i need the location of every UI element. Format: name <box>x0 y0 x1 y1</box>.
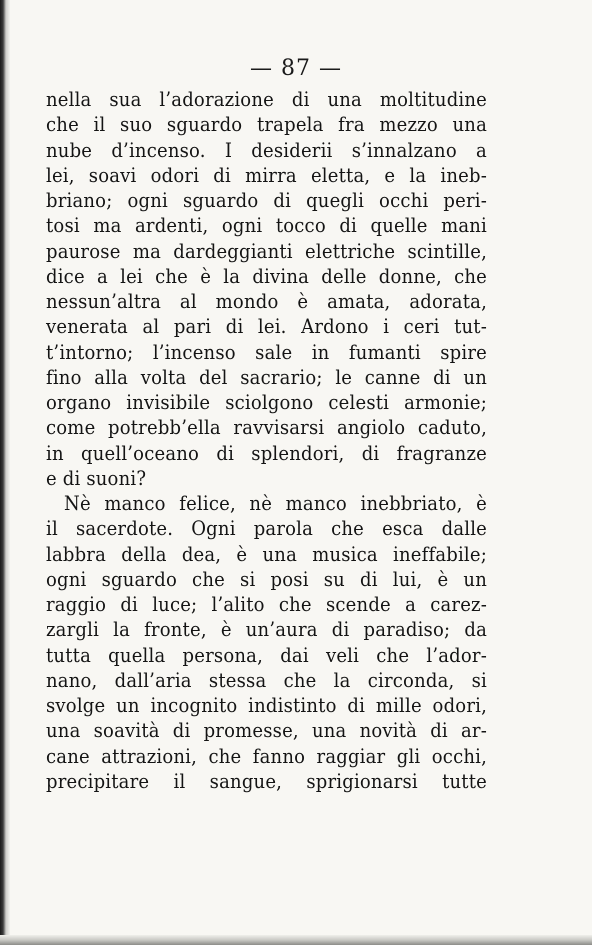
text-line: raggio di luce; l’alito che scende a carez- <box>46 592 487 616</box>
page-bottom-edge-shadow <box>0 935 592 945</box>
text-line: organo invisibile sciolgono celesti armonie; <box>46 390 487 414</box>
paragraph-1 <box>46 87 487 491</box>
text-block <box>46 87 487 794</box>
paragraph-2 <box>46 491 487 794</box>
text-line: paurose ma dardeggianti elettriche scintille, <box>46 238 487 263</box>
text-line: ogni sguardo che si posi su di lui, è un <box>46 566 487 591</box>
text-line: t’intorno; l’incenso sale in fumanti spire <box>46 339 487 364</box>
text-line: svolge un incognito indistinto di mille odori, <box>46 693 487 717</box>
text-line: tutta quella persona, dai veli che l’ador- <box>46 642 487 667</box>
text-line: fino alla volta del sacrario; le canne di un <box>46 364 487 389</box>
page-number: — 87 — <box>250 56 342 81</box>
text-line: labbra della dea, è una musica ineffabile; <box>46 541 487 566</box>
text-line: come potrebb’ella ravvisarsi angiolo caduto, <box>46 415 487 440</box>
text-line: lei, soavi odori di mirra eletta, e la ineb- <box>46 162 487 187</box>
text-line: in quell’oceano di splendori, di fragranze <box>46 440 487 465</box>
text-line: nube d’incenso. I desiderii s’innalzano a <box>46 137 487 162</box>
text-line: il sacerdote. Ogni parola che esca dalle <box>46 516 487 541</box>
text-line: briano; ogni sguardo di quegli occhi peri- <box>46 188 487 212</box>
page-left-edge-shadow <box>0 0 10 945</box>
text-line: che il suo sguardo trapela fra mezzo una <box>46 112 487 137</box>
text-line: una soavità di promesse, una novità di ar- <box>46 718 487 743</box>
text-line: dice a lei che è la divina delle donne, che <box>46 263 487 288</box>
text-line: tosi ma ardenti, ogni tocco di quelle mani <box>46 213 487 238</box>
text-line: zargli la fronte, è un’aura di paradiso; da <box>46 617 487 642</box>
text-line: precipitare il sangue, sprigionarsi tutte <box>46 768 487 793</box>
text-line: nella sua l’adorazione di una moltitudine <box>46 87 487 111</box>
text-line: cane attrazioni, che fanno raggiar gli occhi, <box>46 743 487 768</box>
text-line: nessun’altra al mondo è amata, adorata, <box>46 289 487 313</box>
text-line: nano, dall’aria stessa che la circonda, si <box>46 667 487 692</box>
text-line: Nè manco felice, nè manco inebbriato, è <box>64 491 487 515</box>
text-line: e di suoni? <box>46 465 147 490</box>
text-line: venerata al pari di lei. Ardono i ceri tut- <box>46 314 487 339</box>
